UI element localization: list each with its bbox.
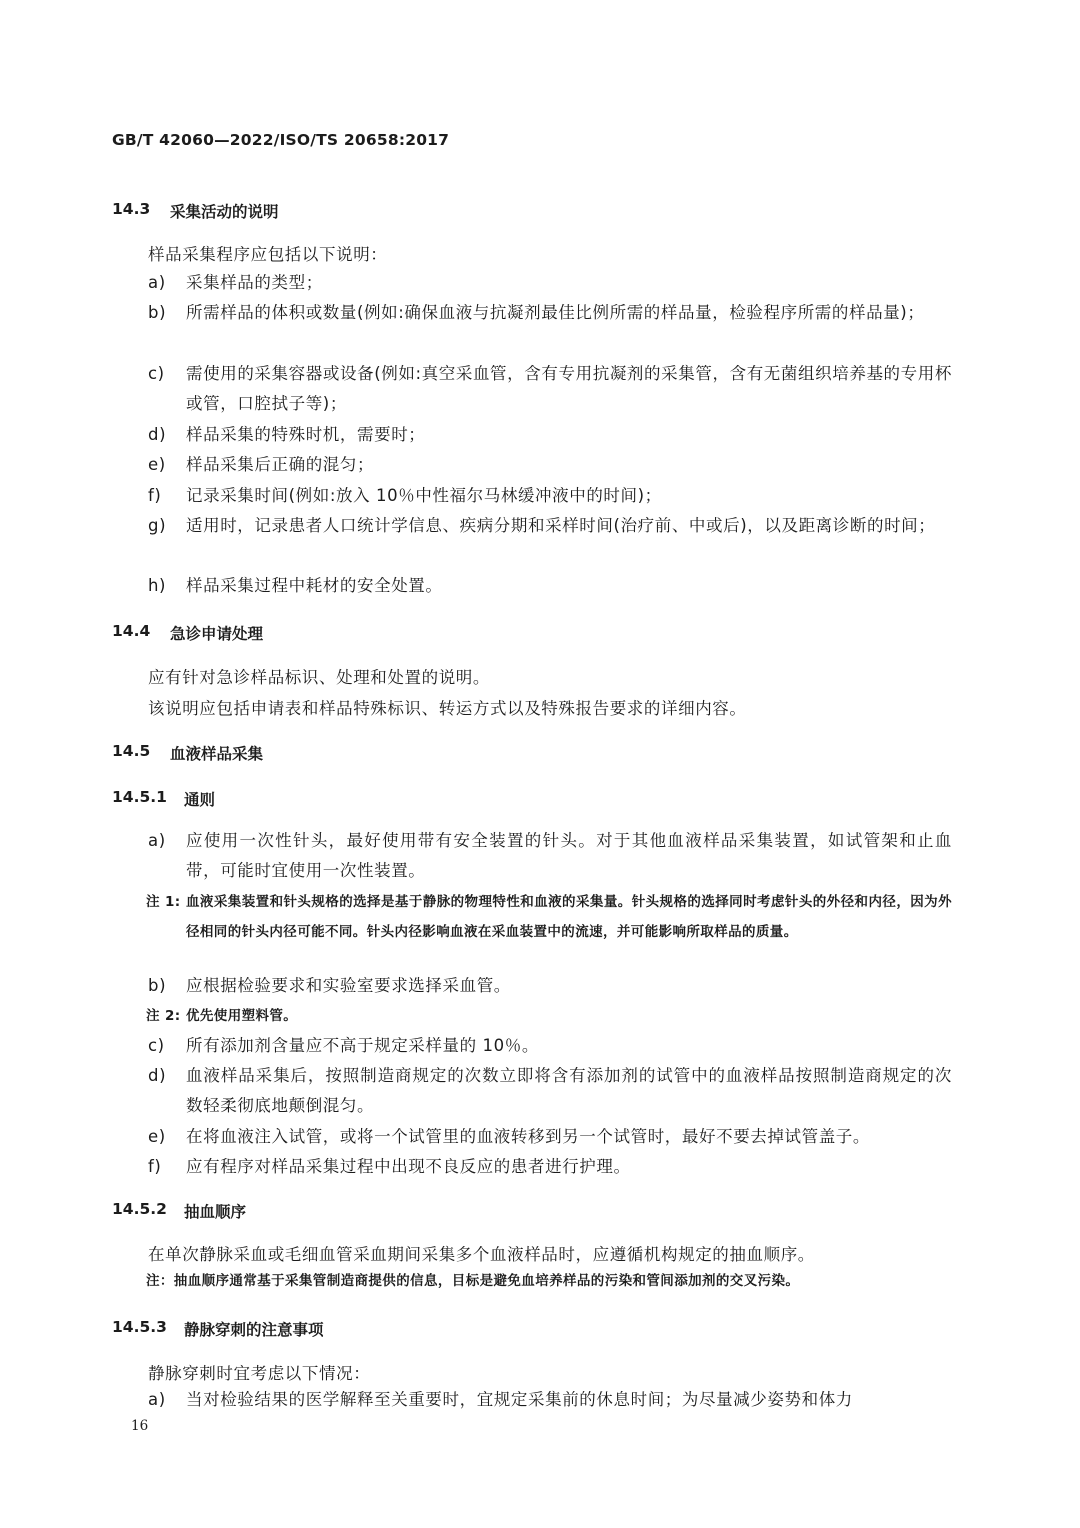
note-1: 注 1: 血液采集装置和针头规格的选择是基于静脉的物理特性和血液的采集量。针头规格的选择同时考虑针头的外径和内径，因为外径相同的针头内径可能不同。针头内径影响血液在采血装置中的流速，并可能影响所取样品的质量。 bbox=[146, 894, 952, 940]
list-item: e) 在将血液注入试管，或将一个试管里的血液转移到另一个试管时，最好不要去掉试管盖子。 bbox=[148, 1127, 870, 1146]
section-number: 14.5.3 bbox=[112, 1318, 167, 1336]
section-14-3-heading bbox=[112, 200, 279, 221]
section-title: 通则 bbox=[184, 791, 216, 809]
paragraph: 该说明应包括申请表和样品特殊标识、转运方式以及特殊报告要求的详细内容。 bbox=[148, 699, 747, 718]
s14-5-3-intro: 静脉穿刺时宜考虑以下情况： bbox=[148, 1364, 371, 1383]
page-number: 16 bbox=[131, 1418, 149, 1434]
section-14-5-3-heading bbox=[112, 1318, 324, 1339]
section-number: 14.5.2 bbox=[112, 1200, 167, 1218]
section-number: 14.5 bbox=[112, 742, 151, 760]
paragraph: 应有针对急诊样品标识、处理和处置的说明。 bbox=[148, 668, 490, 687]
list-item: c) 需使用的采集容器或设备(例如:真空采血管，含有专用抗凝剂的采集管，含有无菌组织培养基的专用杯或管，口腔拭子等)； bbox=[148, 364, 952, 413]
list-item: e) 样品采集后正确的混匀； bbox=[148, 455, 375, 474]
list-item: a) 采集样品的类型； bbox=[148, 273, 323, 292]
section-14-4-heading bbox=[112, 622, 264, 643]
section-14-5-2-heading bbox=[112, 1200, 247, 1221]
list-item: d) 样品采集的特殊时机，需要时； bbox=[148, 425, 426, 444]
list-item: c) 所有添加剂含量应不高于规定采样量的 10％。 bbox=[148, 1036, 539, 1055]
paragraph: 在单次静脉采血或毛细血管采血期间采集多个血液样品时，应遵循机构规定的抽血顺序。 bbox=[148, 1245, 815, 1264]
list-item: d) 血液样品采集后，按照制造商规定的次数立即将含有添加剂的试管中的血液样品按照制造商规定的次数轻柔彻底地颠倒混匀。 bbox=[148, 1066, 952, 1115]
section-number: 14.5.1 bbox=[112, 788, 167, 806]
standard-code-header: GB/T 42060—2022/ISO/TS 20658:2017 bbox=[112, 131, 450, 149]
list-item: b) 所需样品的体积或数量(例如:确保血液与抗凝剂最佳比例所需的样品量，检验程序所需的样品量)； bbox=[148, 303, 925, 322]
list-item: f) 记录采集时间(例如:放入 10％中性福尔马林缓冲液中的时间)； bbox=[148, 486, 662, 505]
note: 注：抽血顺序通常基于采集管制造商提供的信息，目标是避免血培养样品的污染和管间添加剂的交叉污染。 bbox=[146, 1273, 800, 1289]
section-title: 急诊申请处理 bbox=[170, 625, 264, 643]
section-title: 静脉穿刺的注意事项 bbox=[184, 1321, 324, 1339]
note-2: 注 2: 优先使用塑料管。 bbox=[146, 1008, 298, 1024]
section-number: 14.4 bbox=[112, 622, 151, 640]
section-title: 抽血顺序 bbox=[184, 1203, 247, 1221]
list-item: g) 适用时，记录患者人口统计学信息、疾病分期和采样时间(治疗前、中或后)，以及距离诊断的时间； bbox=[148, 516, 936, 535]
section-14-5-heading bbox=[112, 742, 264, 763]
list-item: b) 应根据检验要求和实验室要求选择采血管。 bbox=[148, 976, 511, 995]
list-item: f) 应有程序对样品采集过程中出现不良反应的患者进行护理。 bbox=[148, 1157, 631, 1176]
section-title: 采集活动的说明 bbox=[170, 203, 279, 221]
list-item: a) 应使用一次性针头，最好使用带有安全装置的针头。对于其他血液样品采集装置，如试管架和止血带，可能时宜使用一次性装置。 bbox=[148, 831, 952, 880]
section-number: 14.3 bbox=[112, 200, 151, 218]
section-title: 血液样品采集 bbox=[170, 745, 264, 763]
section-14-5-1-heading bbox=[112, 788, 216, 809]
list-item: h) 样品采集过程中耗材的安全处置。 bbox=[148, 576, 443, 595]
s14-3-intro: 样品采集程序应包括以下说明： bbox=[148, 245, 388, 264]
list-item: a) 当对检验结果的医学解释至关重要时，宜规定采集前的休息时间；为尽量减少姿势和体力 bbox=[148, 1390, 853, 1409]
